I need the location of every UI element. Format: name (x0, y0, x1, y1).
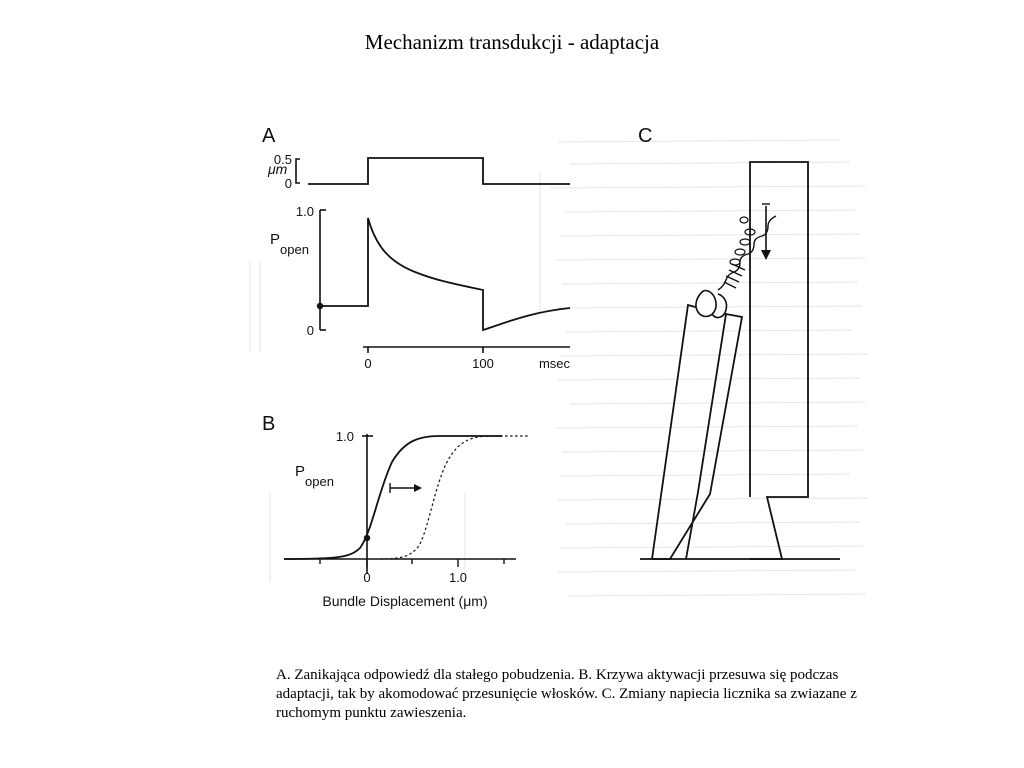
panel-a-label: A (262, 125, 276, 147)
figure-caption: A. Zanikająca odpowiedź dla stałego pobudzenia. B. Krzywa aktywacji przesuwa się podczas adaptacji, tak by akomodować przesunięcie włosków. C. Zmiany napiecia licznika sa zwiazane z ruchomym punktu zawieszenia. (276, 667, 857, 721)
panel-a-stimulus-tick-low: 0 (284, 176, 292, 191)
panel-a-popen-sub: open (280, 242, 309, 257)
figure-svg (240, 112, 872, 612)
figure (240, 112, 872, 612)
panel-a-time-unit: msec (538, 356, 570, 371)
panel-b-y-tick-label: 1.0 (335, 429, 354, 444)
panel-a-stimulus-tick-high: 0.5 (273, 152, 292, 167)
panel-c-label: C (638, 125, 653, 147)
panel-a-popen-tick-high: 1.0 (295, 204, 314, 219)
panel-b-popen-sub: open (305, 474, 334, 489)
panel-c-transduction-channel (696, 291, 716, 317)
panel-b-x-tick-1: 1.0 (448, 570, 468, 585)
panel-a-time-label-0: 0 (364, 356, 372, 371)
panel-a-time-label-100: 100 (472, 356, 494, 371)
panel-a-popen-label: P (270, 231, 281, 248)
panel-b-label: B (262, 413, 276, 435)
panel-b-x-tick-0: 0 (363, 570, 371, 585)
panel-b-xlabel: Bundle Displacement (μm) (322, 593, 488, 609)
panel-a-popen-tick-low: 0 (306, 323, 314, 338)
panel-b-popen-label: P (295, 463, 306, 480)
slide-title: Mechanizm transdukcji - adaptacja (364, 30, 660, 54)
panel-b-operating-point (364, 535, 370, 541)
panel-a-stimulus-unit: μm (268, 161, 288, 177)
